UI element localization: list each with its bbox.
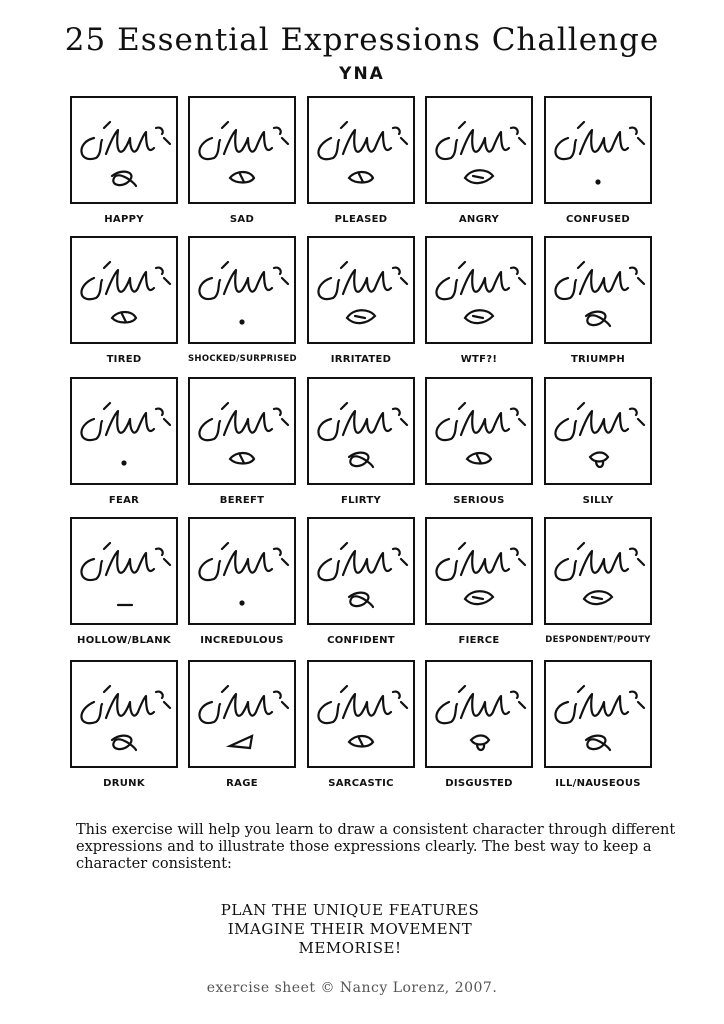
face-sketch [427,662,531,766]
drawing-box [307,660,415,768]
rule-plan: PLAN THE UNIQUE FEATURES [220,901,480,919]
mouth-mark [349,736,373,747]
expression-label: HAPPY [104,214,144,225]
expression-cell [307,377,415,506]
face-sketch [309,98,413,202]
drawing-box [70,377,178,485]
face-sketch [427,519,531,623]
eyes-scribble [199,686,288,723]
face-sketch [309,519,413,623]
drawing-box [307,377,415,485]
drawing-box [544,96,652,204]
eyes-scribble [318,686,407,723]
face-sketch [546,519,650,623]
face-sketch [72,519,176,623]
drawing-box [70,236,178,344]
expression-cell [307,96,415,225]
eyes-scribble [436,403,525,440]
drawing-box [544,660,652,768]
eyes-scribble [436,686,525,723]
eyes-scribble [81,122,170,159]
expression-cell [425,96,533,225]
face-sketch [72,662,176,766]
expression-cell [425,377,533,506]
eyes-scribble [436,262,525,299]
face-sketch [427,379,531,483]
expression-label: DRUNK [103,778,145,789]
expression-cell [70,96,178,225]
face-sketch [546,662,650,766]
mouth-mark [586,736,610,750]
face-sketch [546,238,650,342]
expression-label: DESPONDENT/POUTY [545,635,651,645]
mouth-mark [347,310,375,323]
eyes-scribble [199,543,288,580]
eyes-scribble [318,543,407,580]
face-sketch [190,379,294,483]
expression-cell [425,660,533,789]
copyright-footer: exercise sheet © Nancy Lorenz, 2007. [206,980,498,996]
expression-cell [544,377,652,506]
expression-label: FLIRTY [340,495,382,506]
eyes-scribble [81,686,170,723]
expression-label: SERIOUS [453,495,505,506]
drawing-box [544,377,652,485]
eyes-scribble [318,122,407,159]
expression-label: WTF?! [460,354,498,365]
face-sketch [190,519,294,623]
drawing-box [70,96,178,204]
expression-cell [425,517,533,646]
drawing-box [307,517,415,625]
mouth-mark [471,736,489,751]
face-sketch [72,238,176,342]
mouth-mark [349,593,373,607]
face-sketch [427,98,531,202]
eyes-scribble [436,122,525,159]
mouth-mark [239,600,244,605]
drawing-box [70,660,178,768]
expression-label: FEAR [108,495,140,506]
expression-cell [544,517,652,645]
rule-imagine: IMAGINE THEIR MOVEMENT [227,920,473,938]
expression-label: CONFIDENT [327,635,395,646]
expression-label: IRRITATED [330,354,392,365]
drawing-box [307,96,415,204]
mouth-mark [112,312,136,323]
expression-cell [425,236,533,365]
drawing-box [425,377,533,485]
expression-cell [70,660,178,789]
expression-cell [544,96,652,225]
expression-label: SAD [229,214,255,225]
eyes-scribble [199,122,288,159]
mouth-mark [112,172,136,186]
eyes-scribble [318,262,407,299]
drawing-box [425,517,533,625]
drawing-box [425,660,533,768]
mouth-mark [467,453,491,464]
mouth-mark [121,460,126,465]
expression-cell [70,377,178,506]
mouth-mark [584,591,612,604]
drawing-box [544,517,652,625]
expression-cell [188,517,296,646]
expression-cell [544,236,652,365]
expression-cell [188,660,296,789]
face-sketch [190,98,294,202]
expression-label: ILL/NAUSEOUS [555,778,641,789]
drawing-box [188,377,296,485]
expression-cell [544,660,652,789]
expression-label: SILLY [582,495,614,506]
expression-label: DISGUSTED [445,778,513,789]
rule-memorise: MEMORISE! [298,939,402,957]
eyes-scribble [318,403,407,440]
drawing-box [544,236,652,344]
face-sketch [546,98,650,202]
eyes-scribble [555,403,644,440]
mouth-mark [230,453,254,464]
mouth-mark [349,453,373,467]
rules-list [0,901,700,958]
drawing-box [188,660,296,768]
eyes-scribble [555,262,644,299]
expression-label: SARCASTIC [328,778,394,789]
drawing-box [425,96,533,204]
drawing-box [307,236,415,344]
eyes-scribble [436,543,525,580]
author-initials: YNA [339,64,385,84]
face-sketch [427,238,531,342]
mouth-mark [230,736,252,748]
expression-cell [70,517,178,646]
mouth-mark [465,170,493,183]
expression-cell [307,660,415,789]
eyes-scribble [81,403,170,440]
intro-paragraph: This exercise will help you learn to draw a consistent character through different expressions and to illustrate those expressions clearly. The best way to keep a character consistent: [76,822,676,872]
face-sketch [72,98,176,202]
eyes-scribble [555,122,644,159]
eyes-scribble [199,403,288,440]
eyes-scribble [81,543,170,580]
mouth-mark [595,179,600,184]
face-sketch [309,379,413,483]
expression-cell [188,236,296,364]
expression-cell [70,236,178,365]
eyes-scribble [199,262,288,299]
expression-cell [307,517,415,646]
expression-label: PLEASED [334,214,388,225]
expression-cell [307,236,415,365]
eyes-scribble [81,262,170,299]
drawing-box [188,517,296,625]
expression-cell [188,96,296,225]
mouth-mark [349,172,373,183]
eyes-scribble [555,686,644,723]
expression-label: TRIUMPH [570,354,626,365]
mouth-mark [586,312,610,326]
expression-label: RAGE [226,778,258,789]
mouth-mark [239,319,244,324]
expression-label: HOLLOW/BLANK [77,635,171,646]
mouth-mark [465,310,493,323]
expression-label: FIERCE [458,635,500,646]
drawing-box [188,96,296,204]
face-sketch [309,238,413,342]
eyes-scribble [555,543,644,580]
sheet-title: 25 Essential Expressions Challenge [64,22,660,58]
mouth-mark [590,453,608,468]
face-sketch [72,379,176,483]
face-sketch [309,662,413,766]
drawing-box [425,236,533,344]
drawing-box [70,517,178,625]
expression-label: TIRED [106,354,142,365]
mouth-mark [112,736,136,750]
drawing-box [188,236,296,344]
expression-cell [188,377,296,506]
mouth-mark [465,591,493,604]
face-sketch [546,379,650,483]
mouth-mark [230,172,254,183]
expression-label: CONFUSED [566,214,630,225]
expression-label: BEREFT [219,495,265,506]
face-sketch [190,238,294,342]
expression-label: SHOCKED/SURPRISED [188,354,297,364]
face-sketch [190,662,294,766]
expression-label: ANGRY [458,214,500,225]
expression-label: INCREDULOUS [200,635,284,646]
